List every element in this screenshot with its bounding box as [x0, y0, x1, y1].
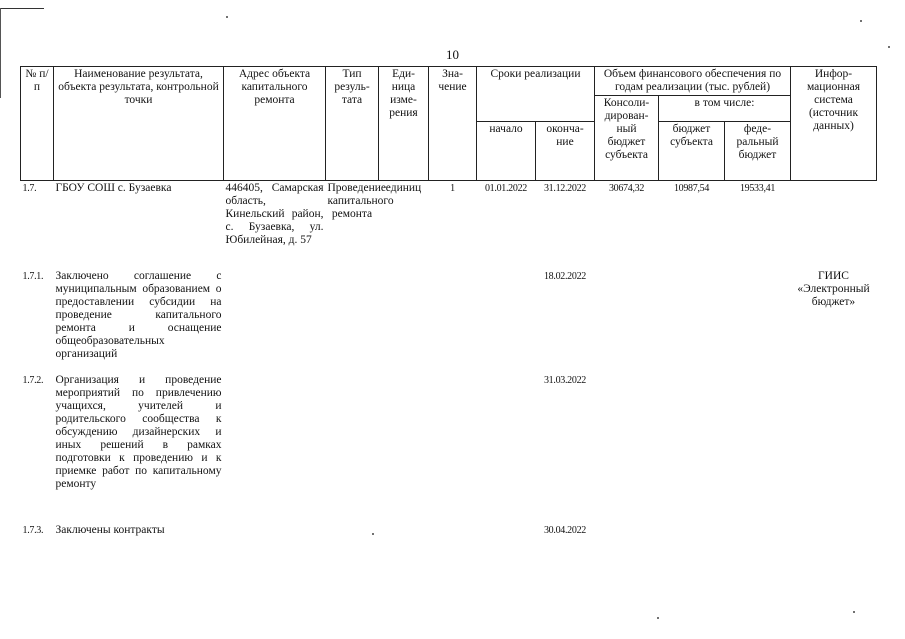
header-terms: Сроки реализации [477, 67, 595, 122]
corner-line [0, 8, 44, 9]
row-num: 1.7.1. [22, 270, 44, 282]
scan-dot [853, 611, 855, 613]
table-row [21, 523, 877, 538]
header-info-system: Инфор-мационная система (источник данных) [791, 67, 877, 181]
table-row [21, 373, 877, 523]
row-address: 446405, Самарская область, Кинельский район, с. Бузаевка, ул. Юбилейная, д. 57 [225, 182, 324, 246]
row-name: Заключено соглашение с муниципальным образованием о предоставлении субсидии на проведение капитального ремонта и оснащение общеобразовательных организаций [55, 269, 222, 360]
page-number: 10 [446, 47, 459, 62]
table-row [21, 269, 877, 373]
row-num: 1.7. [22, 183, 37, 194]
header-start: начало [477, 122, 536, 181]
header-name: Наименование результата, объекта результата, контрольной точки [54, 67, 224, 181]
row-end: 30.04.2022 [543, 524, 586, 536]
header-unit: Еди-ница изме-рения [379, 67, 429, 181]
row-end: 31.03.2022 [543, 374, 586, 386]
header-consolidated: Консоли-дирован-ный бюджет субъекта [595, 96, 659, 181]
row-info: ГИИС «Электронный бюджет» [797, 269, 870, 308]
table-row [21, 181, 877, 269]
row-consolidated: 30674,32 [608, 183, 645, 194]
header-finance: Объем финансового обеспечения по годам реализации (тыс. рублей) [595, 67, 791, 96]
header-type: Тип резуль-тата [326, 67, 379, 181]
row-start: 01.01.2022 [484, 183, 527, 194]
row-info [791, 181, 877, 269]
header-num: № п/п [21, 67, 54, 181]
header-federal-budget: феде-ральный бюджет [725, 122, 791, 181]
header-address: Адрес объекта капитального ремонта [224, 67, 326, 181]
row-name: Организация и проведение мероприятий по привлечению учащихся, учителей и родительского сообщества к обсуждению дизайнерских и иных решений в рамках подготовки к проведению и к приемке работ по капитальному ремонту [55, 373, 222, 490]
row-subject-budget: 10987,54 [673, 183, 710, 194]
row-value: 1 [450, 183, 455, 194]
results-table [20, 66, 877, 538]
header-subject-budget: бюджет субъекта [659, 122, 725, 181]
row-unit: единиц [385, 182, 422, 194]
scan-dot [657, 617, 659, 619]
scan-dot [226, 16, 228, 18]
row-type: Проведение капитального ремонта [327, 182, 394, 220]
row-name: Заключены контракты [55, 523, 165, 536]
header-value: Зна-чение [429, 67, 477, 181]
header-end: оконча-ние [536, 122, 595, 181]
row-end: 18.02.2022 [543, 270, 586, 282]
scan-dot [860, 20, 862, 22]
row-federal-budget: 19533,41 [739, 183, 776, 194]
row-num: 1.7.2. [22, 374, 44, 386]
header-incl: в том числе: [659, 96, 791, 122]
row-end: 31.12.2022 [543, 183, 586, 194]
row-name: ГБОУ СОШ с. Бузаевка [55, 182, 172, 194]
row-num: 1.7.3. [22, 524, 44, 536]
